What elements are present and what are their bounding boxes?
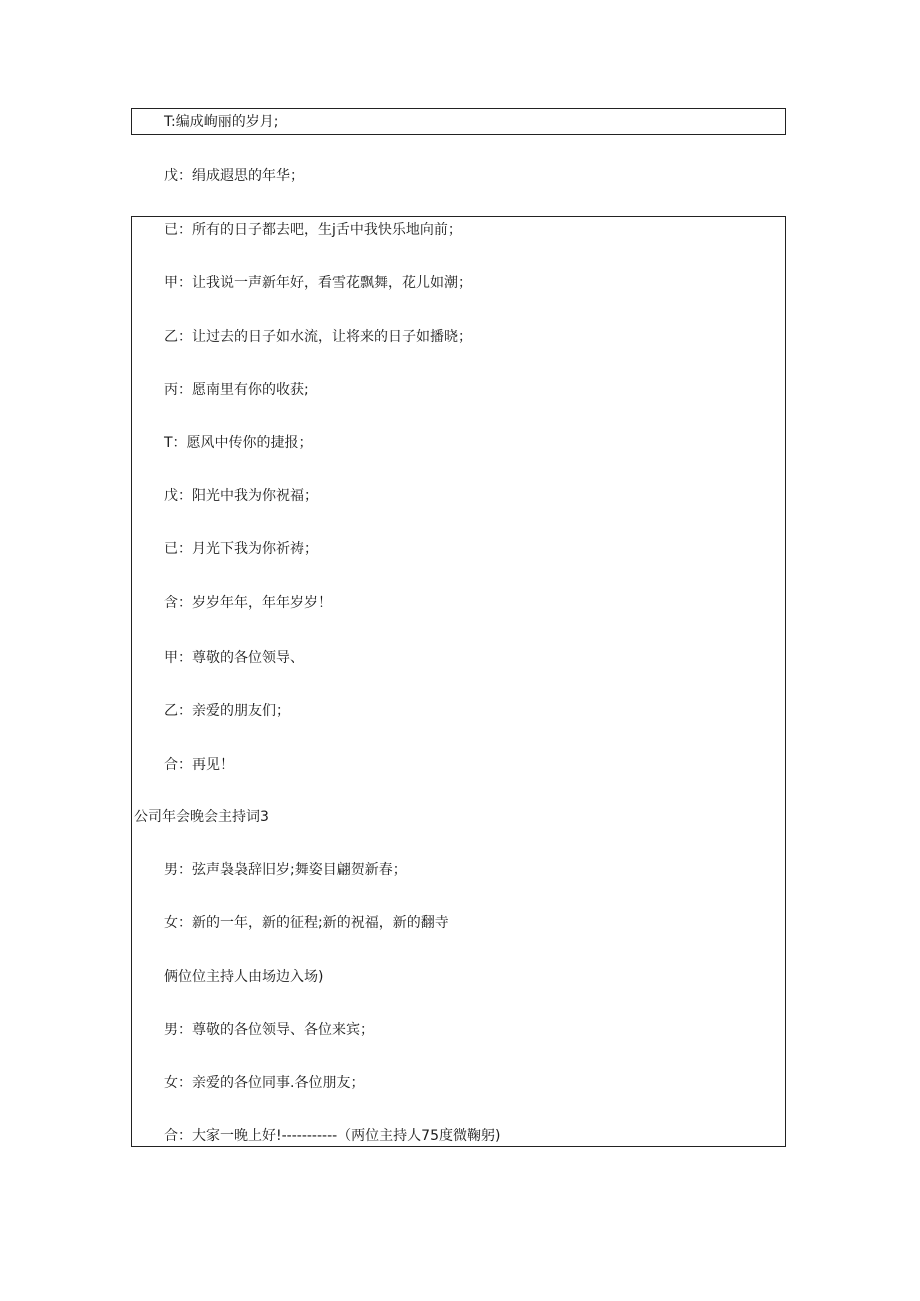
- script-line: 含：岁岁年年，年年岁岁！: [164, 595, 332, 611]
- script-line: 乙：亲爱的朋友们；: [164, 703, 290, 719]
- script-line: 乙：让过去的日子如水流，让将来的日子如播晓；: [164, 329, 472, 345]
- script-line: 已：所有的日子都去吧，生j舌中我快乐地向前；: [164, 222, 462, 238]
- script-line: 女：新的一年，新的征程;新的祝福，新的翻寺: [164, 915, 449, 931]
- script-line: 合：大家一晚上好!-----------（两位主持人75度微鞠躬): [164, 1128, 501, 1144]
- script-line: 女：亲爱的各位同事.各位朋友；: [164, 1075, 365, 1091]
- script-line: 甲：让我说一声新年好，看雪花飘舞，花儿如潮；: [164, 275, 472, 291]
- script-line: 丙：愿南里有你的收获;: [164, 382, 309, 398]
- script-line: 甲：尊敬的各位领导、: [164, 650, 304, 666]
- section-heading: 公司年会晚会主持词3: [134, 809, 269, 825]
- script-line: T：愿风中传你的捷报；: [164, 435, 313, 451]
- script-line: T:编成峋丽的岁月;: [164, 114, 279, 130]
- script-line: 俩位位主持人由场边入场): [164, 969, 324, 985]
- script-line: 已：月光下我为你祈祷；: [164, 541, 318, 557]
- script-line: 男：尊敬的各位领导、各位来宾；: [164, 1022, 374, 1038]
- script-line: 戊：绢成遐思的年华；: [164, 168, 304, 184]
- script-line: 合：再见！: [164, 757, 234, 773]
- script-line: 戊：阳光中我为你祝福；: [164, 488, 318, 504]
- script-line: 男：弦声袅袅辞旧岁;舞姿目翩贺新春；: [164, 862, 407, 878]
- main-frame: [131, 216, 786, 1147]
